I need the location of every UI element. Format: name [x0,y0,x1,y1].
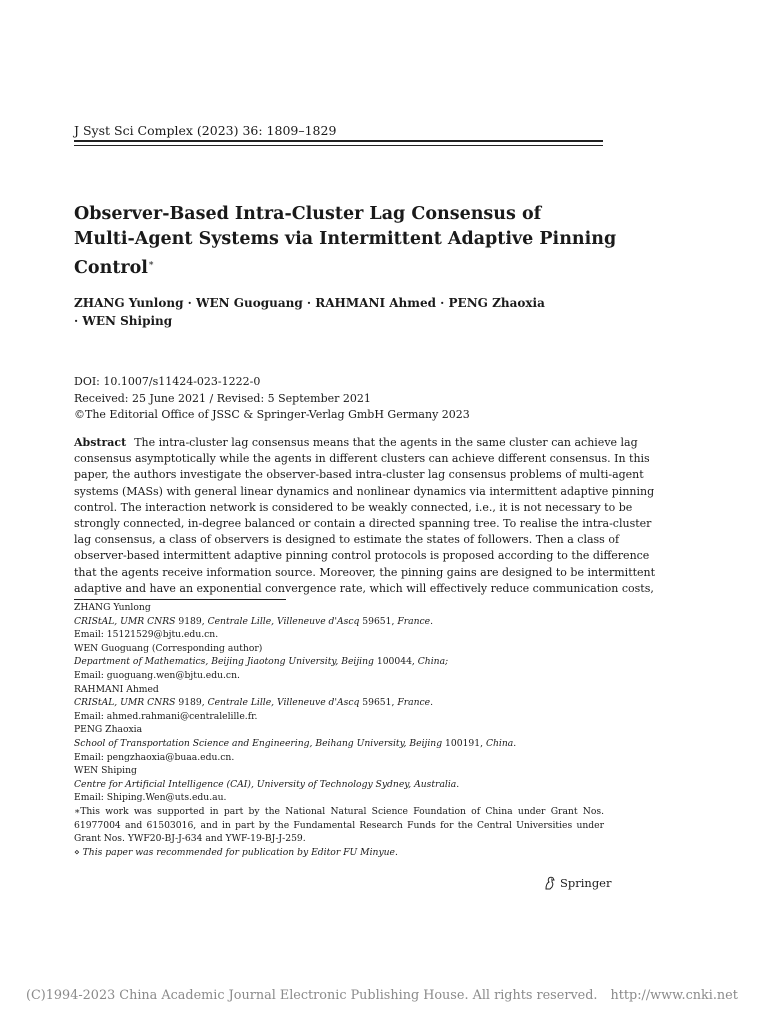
affiliation-number: 9189, [175,615,208,627]
footnote-rule [74,599,286,600]
editor-note: ⋄ This paper was recommended for publication by Editor FU Minyue. [74,846,398,858]
doi: DOI: 10.1007/s11424-023-1222-0 [74,375,261,388]
header-rule-thin [74,145,603,146]
author-email: Email: Shiping.Wen@uts.edu.au. [74,792,227,804]
author-line: · WEN Shiping [74,314,173,328]
affiliation-country: China. [485,737,517,749]
funding-line: 61977004 and 61503016, and in part by the Fundamental Research Funds for the Central Universities under [74,819,604,831]
author-name: PENG Zhaoxia [74,724,143,736]
abstract-line: paper, the authors investigate the observer-based intra-cluster lag consensus problems of multi-agent [74,468,644,482]
affiliation [74,655,604,669]
abstract-line [74,435,638,451]
funding-line: ∗This work was supported in part by the National Natural Science Foundation of China under Grant Nos. [74,805,604,817]
publisher-logo [543,876,612,890]
received-dates: Received: 25 June 2021 / Revised: 5 September 2021 [74,391,371,405]
author-email: Email: ahmed.rahmani@centralelille.fr. [74,710,258,722]
publisher-name: Springer [560,876,612,890]
title-footnote-mark: ∗ [147,259,155,269]
author-name: ZHANG Yunlong [74,602,151,613]
title-line-text: Control [74,258,148,278]
author-name: WEN Shiping [74,765,137,777]
abstract-line: that the agents receive information source. Moreover, the pinning gains are designed to be intermittent [74,565,656,579]
author-email: Email: 15121529@bjtu.edu.cn. [74,629,219,641]
footnotes [74,601,604,859]
affiliation: Centre for Artificial Intelligence (CAI), University of Technology Sydney, Australia. [74,778,460,790]
affiliation-number: 100191, [442,737,486,749]
watermark-text: (C)1994-2023 China Academic Journal Electronic Publishing House. All rights reserved. [26,988,598,1003]
title-line: Observer-Based Intra-Cluster Lag Consensus of [74,204,542,224]
title-line: Multi-Agent Systems via Intermittent Adaptive Pinning [74,229,617,249]
abstract-line: adaptive and have an exponential convergence rate, which will effectively reduce communication costs, [74,581,654,595]
abstract [74,435,656,597]
author-email: Email: pengzhaoxia@buaa.edu.cn. [74,751,235,763]
affiliation-number: 9189, [175,697,208,709]
affiliation-country: France. [397,615,434,627]
affiliation [74,696,604,710]
abstract-line: lag consensus, a class of observers is designed to estimate the states of followers. Then a class of [74,533,620,547]
author-name: WEN Guoguang (Corresponding author) [74,642,263,654]
author-email: Email: guoguang.wen@bjtu.edu.cn. [74,669,240,681]
header-rule-thick [74,140,603,142]
abstract-text: The intra-cluster lag consensus means that the agents in the same cluster can achieve lag [134,436,638,449]
affiliation-italic: Department of Mathematics, Beijing Jiaotong University, Beijing [74,656,374,668]
affiliation-postcode: 59651, [359,697,398,709]
abstract-line: observer-based intermittent adaptive pinning control protocols is proposed according to the difference [74,549,650,563]
affiliation-number: 100044, [373,656,418,668]
cnki-watermark [26,988,746,1003]
affiliation [74,737,604,751]
title-line [74,252,614,281]
abstract-line: systems (MASs) with general linear dynamics and nonlinear dynamics via intermittent adaptive pinning [74,484,655,498]
affiliation-italic: CRIStAL, UMR CNRS [74,615,176,627]
author-line: ZHANG Yunlong · WEN Guoguang · RAHMANI Ahmed · PENG Zhaoxia [74,296,545,310]
affiliation-italic: Centrale Lille, Villeneuve d'Ascq [207,697,360,709]
affiliation [74,615,604,629]
author-list [74,294,604,330]
watermark-url[interactable]: http://www.cnki.net [610,988,738,1003]
abstract-label: Abstract [74,436,127,449]
abstract-line: control. The interaction network is considered to be weakly connected, i.e., it is not necessary to be [74,500,633,514]
journal-reference: J Syst Sci Complex (2023) 36: 1809–1829 [74,123,337,138]
paper-title [74,202,617,281]
affiliation-country: China; [417,656,449,668]
abstract-line: strongly connected, in-degree balanced or contain a directed spanning tree. To realise the intra-cluster [74,517,652,531]
author-name: RAHMANI Ahmed [74,683,159,695]
copyright-notice: ©The Editorial Office of JSSC & Springer-Verlag GmbH Germany 2023 [74,408,470,421]
funding-line: Grant Nos. YWF20-BJ-J-634 and YWF-19-BJ-J-259. [74,833,306,845]
affiliation-postcode: 59651, [359,615,398,627]
abstract-line: consensus asymptotically while the agents in different clusters can achieve different consensus. In this [74,452,650,466]
affiliation-italic: Centrale Lille, Villeneuve d'Ascq [207,615,360,627]
affiliation-italic: School of Transportation Science and Engineering, Beihang University, Beijing [74,737,443,749]
springer-horse-icon [543,876,557,890]
affiliation-italic: CRIStAL, UMR CNRS [74,697,176,709]
article-metadata [74,374,470,424]
affiliation-country: France. [397,697,434,709]
